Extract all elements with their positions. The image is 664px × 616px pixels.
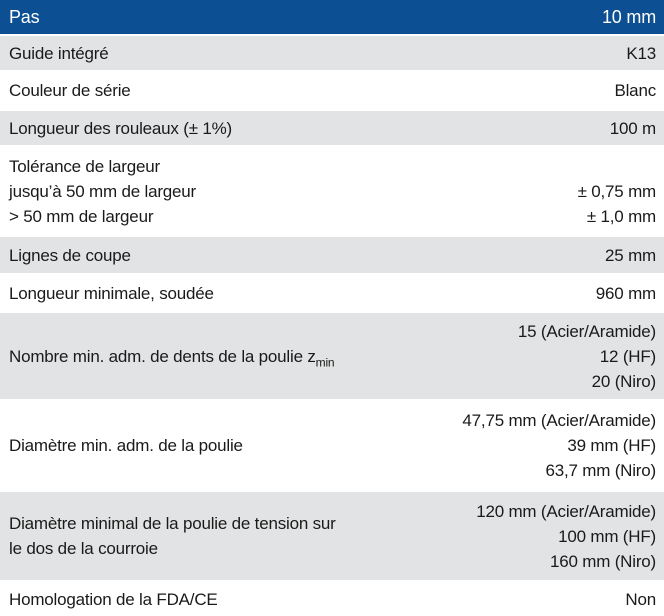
tension-diameter-value-steel: 120 mm (Acier/Aramide) [476, 501, 656, 521]
min-diameter-label: Diamètre min. adm. de la poulie [9, 436, 243, 455]
min-teeth-label [9, 344, 334, 369]
row-fda [0, 582, 664, 616]
tension-diameter-label-line1: Diamètre minimal de la poulie de tension sur [9, 514, 336, 533]
row-min-teeth [0, 313, 664, 401]
row-width-tolerance [0, 147, 664, 237]
cut-lines-label: Lignes de coupe [9, 245, 131, 265]
row-tension-diameter [0, 492, 664, 582]
width-tolerance-large-value: ± 1,0 mm [586, 207, 656, 226]
cut-lines-value: 25 mm [605, 245, 656, 265]
row-color [0, 72, 664, 111]
min-length-value: 960 mm [595, 283, 656, 303]
tension-diameter-label [9, 511, 336, 561]
min-teeth-value-steel: 15 (Acier/Aramide) [517, 321, 656, 341]
row-min-diameter [0, 401, 664, 492]
row-pitch [0, 0, 664, 36]
color-value: Blanc [614, 81, 656, 100]
width-tolerance-title: Tolérance de largeur [9, 156, 160, 176]
min-teeth-label-text: Nombre min. adm. de dents de la poulie z [9, 346, 316, 366]
min-teeth-label-sub: min [315, 354, 335, 369]
min-teeth-value-niro: 20 (Niro) [591, 371, 656, 391]
row-min-length [0, 275, 664, 313]
pitch-value: 10 mm [601, 6, 656, 27]
width-tolerance-values [578, 179, 656, 235]
color-label: Couleur de série [9, 81, 131, 100]
tension-diameter-label-line2: le dos de la courroie [9, 539, 158, 558]
min-diameter-value-niro: 63,7 mm (Niro) [545, 461, 656, 480]
row-roll-length [0, 111, 664, 147]
fda-label: Homologation de la FDA/CE [9, 589, 218, 609]
row-guide [0, 36, 664, 72]
min-diameter-value-hf: 39 mm (HF) [567, 436, 656, 455]
row-cut-lines [0, 237, 664, 275]
roll-length-label: Longueur des rouleaux (± 1%) [9, 118, 232, 138]
guide-value: K13 [626, 43, 656, 63]
width-tolerance-small-label: jusqu’à 50 mm de largeur [9, 181, 197, 201]
fda-value: Non [625, 589, 656, 609]
min-teeth-value-hf: 12 (HF) [599, 346, 656, 366]
min-diameter-value-steel: 47,75 mm (Acier/Aramide) [462, 411, 656, 430]
tension-diameter-values [476, 499, 656, 574]
pitch-label: Pas [9, 6, 40, 27]
guide-label: Guide intégré [9, 43, 109, 63]
roll-length-value: 100 m [609, 118, 656, 138]
width-tolerance-large-label: > 50 mm de largeur [9, 206, 154, 226]
width-tolerance-small-value: ± 0,75 mm [577, 182, 656, 201]
tension-diameter-value-niro: 160 mm (Niro) [549, 551, 656, 571]
width-tolerance-label [9, 154, 196, 229]
tension-diameter-value-hf: 100 mm (HF) [558, 526, 656, 546]
min-diameter-values [462, 408, 656, 483]
min-teeth-values [518, 319, 656, 394]
min-length-label: Longueur minimale, soudée [9, 283, 214, 303]
